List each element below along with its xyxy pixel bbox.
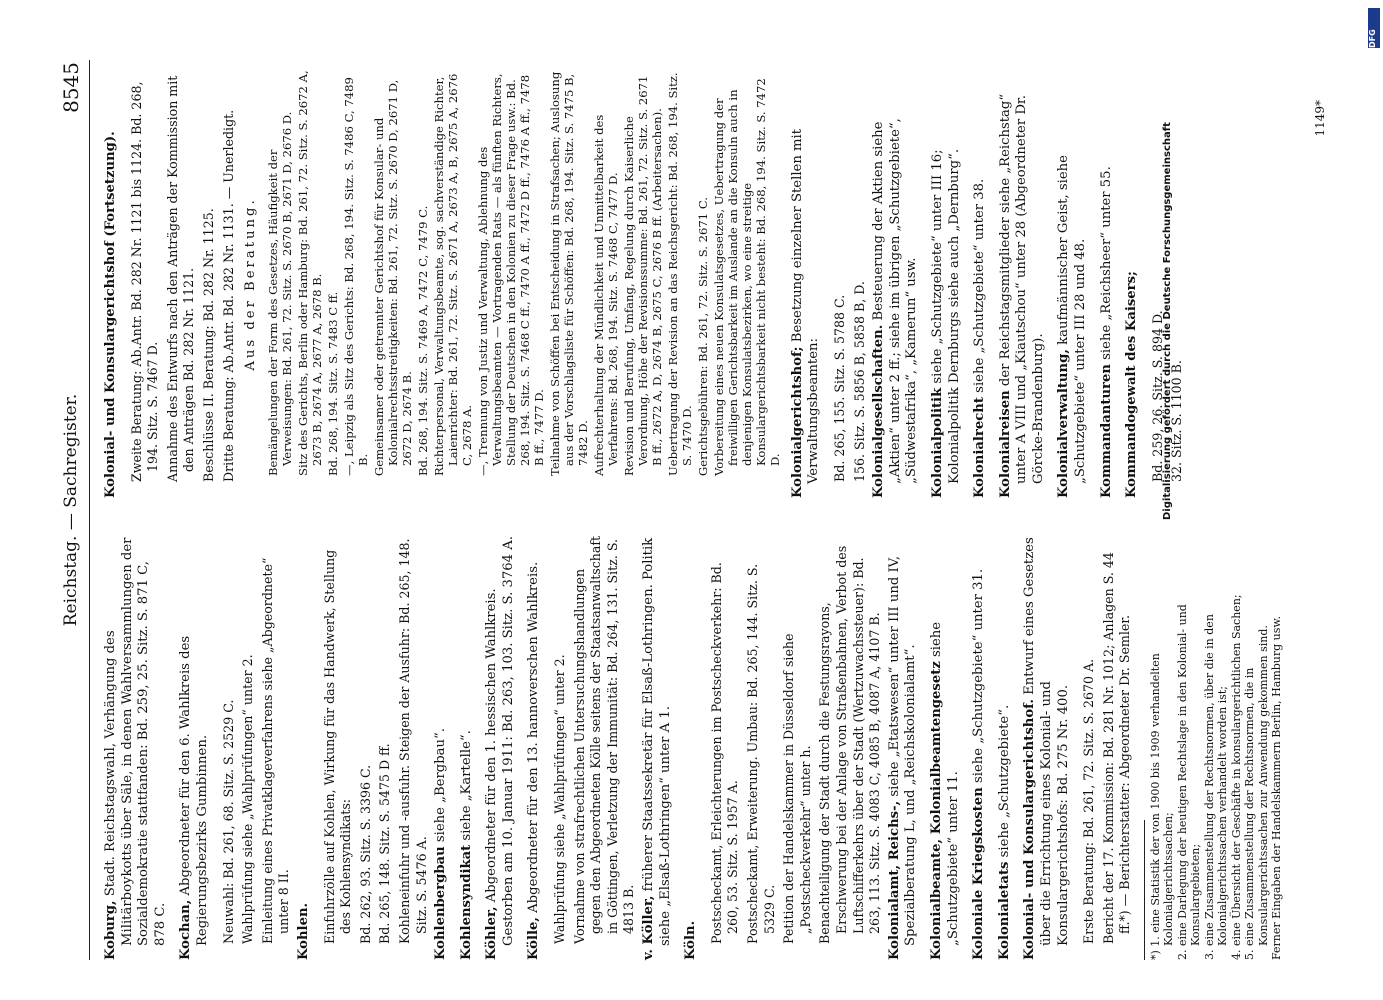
footnotes [1149, 532, 1284, 960]
page-header [55, 60, 90, 960]
left-entry: Kolonial- und Konsulargerichtshof. Entwurf eines Gesetzes über die Errichtung eines Kolonial- und Konsulargerichtshofs: Bd. 275 Nr. 400. [1022, 537, 1071, 960]
left-entry: Koburg, Stadt. Reichstagswahl, Verhängung des Militärboykotts über Säle, in denen Wahlversammlungen der Sozialdemokratie stattfanden: Bd. 259, 25. Sitz. S. 871 C, 878 C. [103, 537, 168, 960]
entry-subitem: Erste Beratung: Bd. 261, 72. Sitz. S. 2670 A. [1081, 658, 1097, 944]
entry-subitem: Petition der Handelskammer in Düsseldorf siehe „Postscheckverkehr“ unter h. [781, 633, 813, 944]
entry-term: Köln. [683, 920, 699, 960]
dfg-logo [1368, 8, 1380, 48]
rotated-page-body [55, 60, 1327, 960]
continued-heading [103, 70, 120, 498]
entry-subitem: Vornahme von strafrechtlichen Untersuchungshandlungen gegen den Abgeordneten Kölle seitens der Staatsanwaltschaft in Göttingen, Verletzung der Immunität: Bd. 264, 131. Sitz. S. 4813 B. [571, 535, 637, 944]
entry-subitem: Bericht der 17. Kommission: Bd. 281 Nr. 1012; Anlagen S. 44 ff.*) — Berichterstatter: Abgeordneter Dr. Semler. [1100, 552, 1133, 944]
section-item: Uebertragung der Revision an das Reichsgericht: Bd. 268, 194. Sitz. S. 7470 D. [665, 72, 694, 476]
entry-term: Kommandanturen [1098, 364, 1114, 498]
section-item: Bd. 268, 194. Sitz. S. 7469 A, 7472 C, 7479 C. [415, 205, 430, 476]
section-item: Bemängelungen der Form des Gesetzes, Häufigkeit der Verweisungen: Bd. 261, 72. Sitz. S. 2670 B, 2671 D, 2676 D. [265, 111, 294, 476]
entry-subitem: Wahlprüfung siehe „Wahlprüfungen“ unter 2. [240, 654, 256, 944]
left-entry: Kochan, Abgeordneter für den 6. Wahlkreis des Regierungsbezirks Gumbinnen. [178, 635, 210, 960]
left-entry: v. Köller, früherer Staatssekretär für Elsaß-Lothringen. Politik siehe „Elsaß-Lothringen“ unter A 1. [641, 537, 673, 960]
section-item: Revision und Berufung, Umfang, Regelung durch Kaiserliche Verordnung, Höhe der Revisionssumme: Bd. 261, 72. Sitz. S. 2671 B ff., 2672 A, D, 2674 B, 2675 C, 2676 B ff. (Arbeitersachen). [621, 75, 664, 476]
left-entry: Kolonialamt, Reichs-, siehe „Etatswesen“ unter III und IV, Spezialberatung L, und „Reichskolonialamt“. [886, 555, 919, 960]
footnote-line: 4. eine Übersicht der Geschäfte in konsulargerichtlichen Sachen; [1229, 594, 1243, 960]
entry-subitem: Bd. 259, 26. Sitz. S. 894 D. [1149, 310, 1165, 482]
section-item: Teilnahme von Schöffen bei Entscheidung in Strafsachen; Auslosung aus der Vorschlagsliste für Schöffen: Bd. 268, 194. Sitz. S. 7475 B, 7482 D. [547, 71, 590, 476]
entry-subitem: Dritte Beratung: Ab.Antr. Bd. 282 Nr. 1131. — Unerledigt. [220, 109, 236, 482]
left-column [103, 532, 1284, 960]
entry-subitem: Zweite Beratung: Ab.Antr. Bd. 282 Nr. 1121 bis 1124. Bd. 268, 194. Sitz. S. 7467 D. [128, 81, 161, 482]
entry-term: Kommandogewalt des Kaisers; [1124, 271, 1140, 498]
page-number: 8545 [59, 62, 83, 113]
left-entry: Köhler, Abgeordneter für den 1. hessischen Wahlkreis. Gestorben am 10. Januar 1911: Bd. 263, 103. Sitz. S. 3764 A. [484, 536, 516, 960]
footnote-line: 3. eine Zusammenstellung der Rechtsnormen, über die in den Kolonialgerichtssachen verhandelt worden ist; [1202, 614, 1230, 960]
entry-term: Kolonialgesellschaften. [871, 324, 887, 498]
entry-subitem: Annahme des Entwurfs nach den Anträgen der Kommission mit den Anträgen Bd. 282 Nr. 1121. [164, 75, 197, 482]
entry-subitem: Postscheckamt, Erweiterung. Umbau: Bd. 265, 144. Sitz. S. 5329 C. [745, 563, 777, 944]
left-entry: Kolonialetats siehe „Schutzgebiete“. [996, 704, 1012, 960]
footnote-line: *) 1. eine Statistik der von 1900 bis 1909 verhandelten Kolonialgerichtssachen; [1148, 653, 1176, 960]
section-item: —, Trennung von Justiz und Verwaltung, Ablehnung des Verwaltungsbeamten — Vortragenden Rats — als fünften Richters, Stellung der Deutschen in den Kolonien zu dieser Frage usw.: Bd. 268, 194. Sitz. S. 7468 C ff., 7470 A ff., 7472 D ff., 7476 A ff., 7478 B ff., 7477 D. [475, 73, 546, 476]
section-item: —, Leipzig als Sitz des Gerichts: Bd. 268, 194. Sitz. S. 7486 C, 7489 B. [341, 77, 370, 476]
section-item: Aufrechterhaltung der Mündlichkeit und Unmittelbarkeit des Verfahrens: Bd. 268, 194. Sitz. S. 7468 C, 7477 D. [591, 114, 620, 476]
left-entry: Koloniale Kriegskosten siehe „Schutzgebiete“ unter 31. [971, 568, 987, 960]
left-entry: Kohlenbergbau siehe „Bergbau“. [433, 728, 449, 960]
right-entry: Kolonialrecht siehe „Schutzgebiete“ unter 38. [972, 178, 988, 498]
section-item: Bd. 268, 194. Sitz. S. 7483 C ff. [325, 291, 340, 476]
section-item: Richterpersonal, Verwaltungsbeamte, sog. sachverständige Richter, Laienrichter: Bd. 261, 72. Sitz. S. 2671 A, 2673 A, B, 2675 A, 2676 C, 2678 A. [431, 73, 474, 476]
entry-subitem: Bd. 262, 93. Sitz. S. 3396 C. [357, 764, 373, 944]
entry-term: Kolonialetats [996, 861, 1012, 960]
right-entry: Kolonialgerichtshof; Besetzung einzelner Stellen mit Verwaltungsbeamten: [789, 128, 822, 498]
entry-subitem: 32. Sitz. S. 1100 B. [1169, 360, 1185, 482]
entry-subitem: Einleitung eines Privatklageverfahrens siehe „Abgeordnete“ unter 8 II. [259, 557, 292, 944]
entry-term: Koburg, [103, 900, 118, 960]
entry-subitem: Postscheckamt, Erleichterungen im Postscheckverkehr: Bd. 260, 53. Sitz. S. 1957 A. [708, 562, 741, 944]
entry-term: Kolonial- und Konsulargerichtshof (Fortsetzung). [103, 131, 118, 498]
entry-subitem: Beschlüsse II. Beratung: Bd. 282 Nr. 1125. [200, 208, 216, 482]
right-entry: Kolonialreisen der Reichstagsmitglieder siehe „Reichstag“ unter A VIII und „Kiautschou“ unter 28 (Abgeordneter Dr. Görcke-Brandenburg). [997, 93, 1046, 498]
credit-text: Digitalisierung gefördert durch die Deutsche Forschungsgemeinschaft [1162, 122, 1173, 520]
entry-term: Kohlen. [295, 902, 311, 960]
entry-term: Kohlensyndikat [458, 844, 474, 960]
entry-term: Kölle, [526, 917, 542, 960]
entry-term: Kolonialrecht [972, 397, 988, 498]
section-item: Gemeinsamer oder getrennter Gerichtshof für Konsular- und Kolonialrechtsstreitigkeiten: Bd. 261, 72. Sitz. S. 2670 D, 2671 D, 2672 D, 2674 B. [371, 79, 414, 476]
footnote-line: Ferner Eingaben der Handelskammern Berlin, Hamburg usw. [1270, 615, 1284, 960]
section-title: Aus der Beratung. [243, 197, 259, 371]
right-entry: Kolonialverwaltung, kaufmännischer Geist, siehe „Schutzgebiete“ unter III 28 und 48. [1056, 155, 1089, 498]
entry-subitem: Einfuhrzölle auf Kohlen, Wirkung für das Handwerk, Stellung des Kohlensyndikats: [321, 549, 354, 944]
entry-subitem: Benachteiligung der Stadt durch die Festungsrayons, Erschwerung bei der Anlage von Straßenbahnen, Verbot des Luftschifferkehrs über der Stadt (Wertzuwachssteuer): Bd. 263, 113. Sitz. S. 4083 C, 4085 B, 4087 A, 4107 B. [817, 545, 883, 944]
right-entry: Kommandanturen siehe „Reichsheer“ unter 55. [1098, 166, 1114, 498]
entry-subitem: Bd. 265, 148. Sitz. S. 5475 D ff. [377, 743, 393, 944]
entry-term: Kolonialamt, Reichs-, [886, 800, 902, 960]
left-entry: Kohlensyndikat siehe „Kartelle“. [458, 730, 474, 960]
entry-term: Kolonialgerichtshof; [789, 346, 805, 498]
left-entry [296, 532, 313, 960]
footnote-line: 2. eine Darlegung der heutigen Rechtslage in den Kolonial- und Konsulargebieten; [1175, 604, 1203, 960]
entry-term: Kolonialreisen [997, 390, 1013, 498]
footnote-line: 5. eine Zusammenstellung der Rechtsnormen, die in Konsulargerichtssachen zur Anwendung gekommen sind. [1243, 625, 1270, 960]
entry-subitem: Bd. 265, 155. Sitz. S. 5788 C. [831, 294, 847, 482]
entry-term: Kolonial- und Konsulargerichtshof. [1022, 699, 1038, 960]
entry-term: v. Köller, [641, 895, 657, 960]
entry-term: Köhler, [484, 906, 500, 960]
left-entry: Kölle, Abgeordneter für den 13. hannoverschen Wahlkreis. [526, 561, 542, 960]
dfg-logo-text: DFG [1368, 29, 1377, 48]
right-entry [1124, 70, 1141, 498]
entry-term: Koloniale Kriegskosten [971, 787, 987, 960]
entry-subitem: Wahlprüfung siehe „Wahlprüfungen“ unter 2. [552, 654, 568, 944]
page-title: Reichstag. — Sachregister. [61, 393, 81, 627]
left-entry: Kolonialbeamte, Kolonialbeamtengesetz siehe „Schutzgebiete“ unter 11. [928, 621, 961, 960]
entry-term: Kolonialbeamte, Kolonialbeamtengesetz [928, 661, 944, 960]
footnote-rule [1144, 820, 1145, 960]
right-entry: Kolonialgesellschaften. Besteuerung der Aktien siehe „Aktien“ unter 2 ff.; siehe im übrigen „Schutzgebiete“, „Südwestafrika“, „Kamerun“ usw. [871, 118, 920, 498]
entry-subitem: 156. Sitz. S. 5856 B, 5858 B, D. [851, 281, 867, 482]
signature-mark: 1149* [1313, 100, 1327, 137]
entry-subitem: Kohleneinfuhr und -ausfuhr. Steigen der Ausfuhr: Bd. 265, 148. Sitz. S. 5476 A. [396, 538, 429, 944]
section-item: Sitz des Gerichts, Berlin oder Hamburg: Bd. 261, 72. Sitz. S. 2672 A, 2673 B, 2674 A, 2677 A, 2678 B. [295, 70, 324, 476]
section-item: Vorbereitung eines neuen Konsulatsgesetzes, Uebertragung der freiwilligen Gerichtsbarkeit im Auslande an die Konsuln auch in denjenigen Konsulatsbezirken, wo eine streitige Konsulargerichtsbarkeit nicht besteht: Bd. 268, 194. Sitz. S. 7472 D. [711, 78, 782, 476]
left-entry [683, 532, 700, 960]
entry-term: Kolonialverwaltung, [1056, 349, 1072, 498]
right-entry: Kolonialpolitik siehe „Schutzgebiete“ unter III 16; Kolonialpolitik Dernburgs siehe auch „Dernburg“. [929, 148, 962, 498]
entry-term: Kohlenbergbau [433, 846, 449, 960]
section-item: Gerichtsgebühren: Bd. 261, 72. Sitz. S. 2671 C. [695, 197, 710, 476]
entry-term: Kochan, [178, 899, 194, 960]
entry-term: Kolonialpolitik [929, 387, 945, 498]
right-column [103, 70, 1189, 498]
entry-subitem: Neuwahl: Bd. 261, 68. Sitz. S. 2529 C. [220, 699, 236, 944]
